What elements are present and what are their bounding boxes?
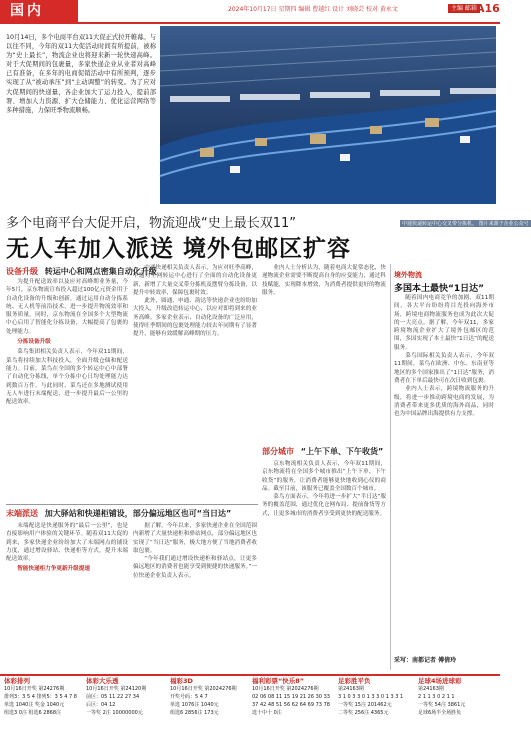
lottery-line: 02 06 08 11 15 19 21 26 30 33 [252, 694, 330, 700]
section1-paragraph: 中通快递相关负责人表示，为应对旺季高峰，中通对全网转运中心进行了全面的自动化设备更新，新增了大量交叉带分拣机及摆臂分拣设备，以提升中转效率，保障包裹时效。 [133, 265, 257, 296]
lottery-line: 二等奖 256注 4365元 [338, 710, 389, 716]
section2-paragraph: 据了解，今年以来，多家快递企业在全国范围内新增了大量快递柜和驿站网点，部分偏远地区也实现了“当日达”服务，极大地方便了当地消费者收取包裹。 [133, 523, 257, 554]
lottery-title: 福彩3D [170, 677, 193, 685]
lottery-title: 足球4场进球彩 [418, 677, 462, 685]
lottery-title: 足彩胜平负 [338, 677, 371, 685]
section2-col1 [6, 522, 128, 670]
conveyor-illustration [160, 26, 496, 204]
section4-paragraph: 随着国内电商竞争的加剧，双11期间，各大平台纷纷将目光投向海外市场，跨境电商物流服务也成为此次大促的一大亮点。据了解，今年双11，多家跨境物流企业扩大了境外包邮区的范围，多国实现了本土最快“1日达”的配送服务。 [394, 295, 494, 351]
section2-col2 [133, 522, 257, 670]
lottery-line: 2 1 1 3 0 2 1 1 [418, 694, 455, 700]
lottery-box [170, 677, 250, 747]
lottery-title: 福利彩票“快乐8” [252, 677, 305, 685]
lead-paragraph: 10月14日，多个电商平台双11大促正式拉开帷幕。与以往不同，今年的双11大促活动时间有所提前，被称为“史上最长”，物流企业也将迎来新一轮快递高峰。对于大促期间的包裹量，多家快递企业从业者对高峰已有准备，在多年的电商促销活动中有所预判，逐步实现了从“被动承压”到“主动调整”的转变。为了应对大促期间的快递量，各企业加大了运力投入，提前部署、增加人力资源、扩大仓储能力、优化运营网络等多种措施，力保旺季物流顺畅。 [6, 34, 156, 114]
lottery-line: 组选3 0注 组选6 2868注 [4, 710, 62, 716]
section2-title: 加大驿站和快递柜铺设，部分偏远地区也可“当日达” [44, 509, 232, 518]
lottery-line: 一等奖 15注 201462元 [338, 702, 392, 708]
lottery-line: 第24163期 [418, 686, 444, 692]
section1-col2 [133, 264, 257, 500]
lottery-line: 足球6场半全场胜负 [418, 710, 462, 716]
lottery-box [418, 677, 498, 747]
lottery-box [338, 677, 416, 747]
section1-title: 转运中心和网点密集自动化升级 [44, 267, 157, 276]
section1-paragraph: 菜鸟集团相关负责人表示，今年双11期间，菜鸟将持续加大科技投入，全面升级仓储和配送能力。目前，菜鸟在全国的多个转运中心中部署了自动化分拣线，单个分拣中心日均处理能力达到数百万件。与此同时，菜鸟还在多地测试使用无人车进行末端配送，进一步提升最后一公里的配送效率。 [6, 349, 128, 406]
section4-title: 多国本土最快“1日达” [394, 284, 485, 294]
section3-kicker: 部分城市 [262, 447, 294, 456]
section2-heading [6, 508, 231, 519]
section1-col3 [262, 264, 386, 442]
lottery-line: 10月16日开奖 第2024276期 [170, 686, 237, 692]
section4-kicker: 境外物流 [394, 271, 422, 279]
page-number: A16 [476, 2, 500, 15]
lottery-line: 前区：05 11 22 27 34 [86, 694, 140, 700]
section2-paragraph: 末端配送是快递服务的“最后一公里”，也是直接影响用户体验的关键环节。随着双11大促的到来，多家快递企业纷纷加大了末端网点的铺设力度，通过增设驿站、快递柜等方式，提升末端配送效率。 [6, 523, 128, 563]
lottery-title: 体彩大乐透 [86, 677, 119, 685]
editor-tag: 主编 邮箱 [448, 4, 480, 13]
lottery-line: 单选 1076注 1040元 [170, 702, 219, 708]
lottery-line: 一等奖 2注 10000000元 [86, 710, 143, 716]
lottery-line: 10月16日开奖 第2024276期 [252, 686, 319, 692]
section4-paragraph: 业内人士表示，跨境物流服务的升级，将进一步推动跨境电商的发展，为消费者带来更多优质的海外商品，同时也为中国品牌出海提供有力支撑。 [394, 386, 494, 418]
section4-paragraph: 菜鸟国际相关负责人表示，今年双11期间，菜鸟在欧洲、中东、东南亚等地区的多个国家推出了“1日达”服务，消费者在下单后最快可在次日收到包裹。 [394, 353, 494, 384]
section2-para-head: 智能快递柜力争更新升级提速 [17, 566, 90, 573]
lottery-box [86, 677, 168, 747]
lottery-line: 后区：04 12 [86, 702, 116, 708]
photo-caption: 中通快递转运中心交叉带分拣机。 图片来源于企业公众号 [402, 221, 529, 227]
lottery-line: 10月16日开奖 第24276期 [4, 686, 65, 692]
sorting-center-photo [160, 26, 529, 227]
section1-para-head: 分拣设备升级 [17, 339, 51, 346]
lottery-box [252, 677, 336, 747]
lottery-line: 排列3：3 5 4 排列5：3 5 4 7 8 [4, 694, 77, 700]
byline: 采写：南都记者 傅倩玲 [394, 657, 457, 664]
lottery-line: 37 42 48 51 56 62 64 69 73 78 [252, 702, 330, 708]
main-headline: 无人车加入派送 境外包邮区扩容 [6, 236, 352, 262]
lottery-line: 选十中十 0注 [252, 710, 282, 716]
section1-paragraph: 为提升配送效率以及应对高峰期业务量，今年5月，京东物流宣布投入超过100亿元资金用于自动化设备的升级和创新，通过运用自动分拣系统、无人机等前沿技术，进一步提升物流效率和服务质量。同时，京东物流在全国多个大型物流中心启用了智能化分拣设备，大幅提高了包裹的处理能力。 [6, 279, 128, 335]
section3-heading [262, 446, 383, 457]
column-divider [390, 264, 391, 670]
section-tag: 国内 [0, 0, 78, 22]
header-rule [0, 22, 500, 24]
section-divider [6, 504, 258, 505]
lottery-line: 10月16日开奖 第24120期 [86, 686, 147, 692]
section1-paragraph: 此外，圆通、申通、韵达等快递企业也纷纷加大投入，升级改造转运中心，以应对即将到来的业务高峰。多家企业表示，自动化设备的广泛应用，使得旺季期间的包裹处理能力较去年同期有了显著提升，能够有效缓解高峰期的压力。 [133, 298, 257, 338]
lottery-line: 组选6 2856注 173元 [170, 710, 219, 716]
section3-title: “上午下单、下午收货” [300, 447, 384, 456]
lottery-line: 3 1 0 3 3 0 1 3 3 0 1 3 3 1 [338, 694, 404, 700]
section3-col [262, 460, 386, 670]
page-header [0, 0, 500, 22]
lottery-line: 一等奖 54注 3861元 [418, 702, 466, 708]
sub-headline: 多个电商平台大促开启，物流迎战“史上最长双11” [6, 216, 297, 231]
lottery-line: 开奖号码：5 4 7 [170, 694, 208, 700]
section2-kicker: 末端派送 [6, 509, 38, 518]
dateline: 2024年10月17日 星期四 编辑 曹越红 设计 刘晓芸 校对 黄永文 [228, 6, 398, 13]
lottery-line: 第24163期 [338, 686, 364, 692]
lottery-title: 体彩排列 [4, 677, 30, 685]
section1-col1 [6, 278, 128, 498]
section1-kicker: 设备升级 [6, 267, 38, 276]
lottery-line: 单选 1040注 奖金 1040元 [4, 702, 65, 708]
section2-paragraph: “今年我们通过增设快递柜和驿站点，让更多偏远地区的消费者也能享受到便捷的快递服务。”一位快递企业负责人表示。 [133, 556, 257, 579]
section3-paragraph: 菜鸟方面表示，今年将进一步扩大“半日达”服务的覆盖范围，通过优化仓网布局、提前备货等方式，让更多城市的消费者享受到更快的配送服务。 [262, 494, 386, 517]
lottery-box [4, 677, 84, 747]
section3-paragraph: 京东物流相关负责人表示，今年双11期间，京东物流将在全国多个城市推出“上午下单、下午收货”的服务，让消费者能够更快地收到心仪的商品。截至目前，该服务已覆盖全国数百个城市。 [262, 461, 386, 492]
section1-paragraph: 业内人士分析认为，随着电商大促常态化，快递物流企业需要不断提高自身的应变能力，通过科技赋能，实现降本增效，为消费者提供更好的物流服务。 [262, 265, 386, 296]
section4-col [394, 294, 494, 652]
